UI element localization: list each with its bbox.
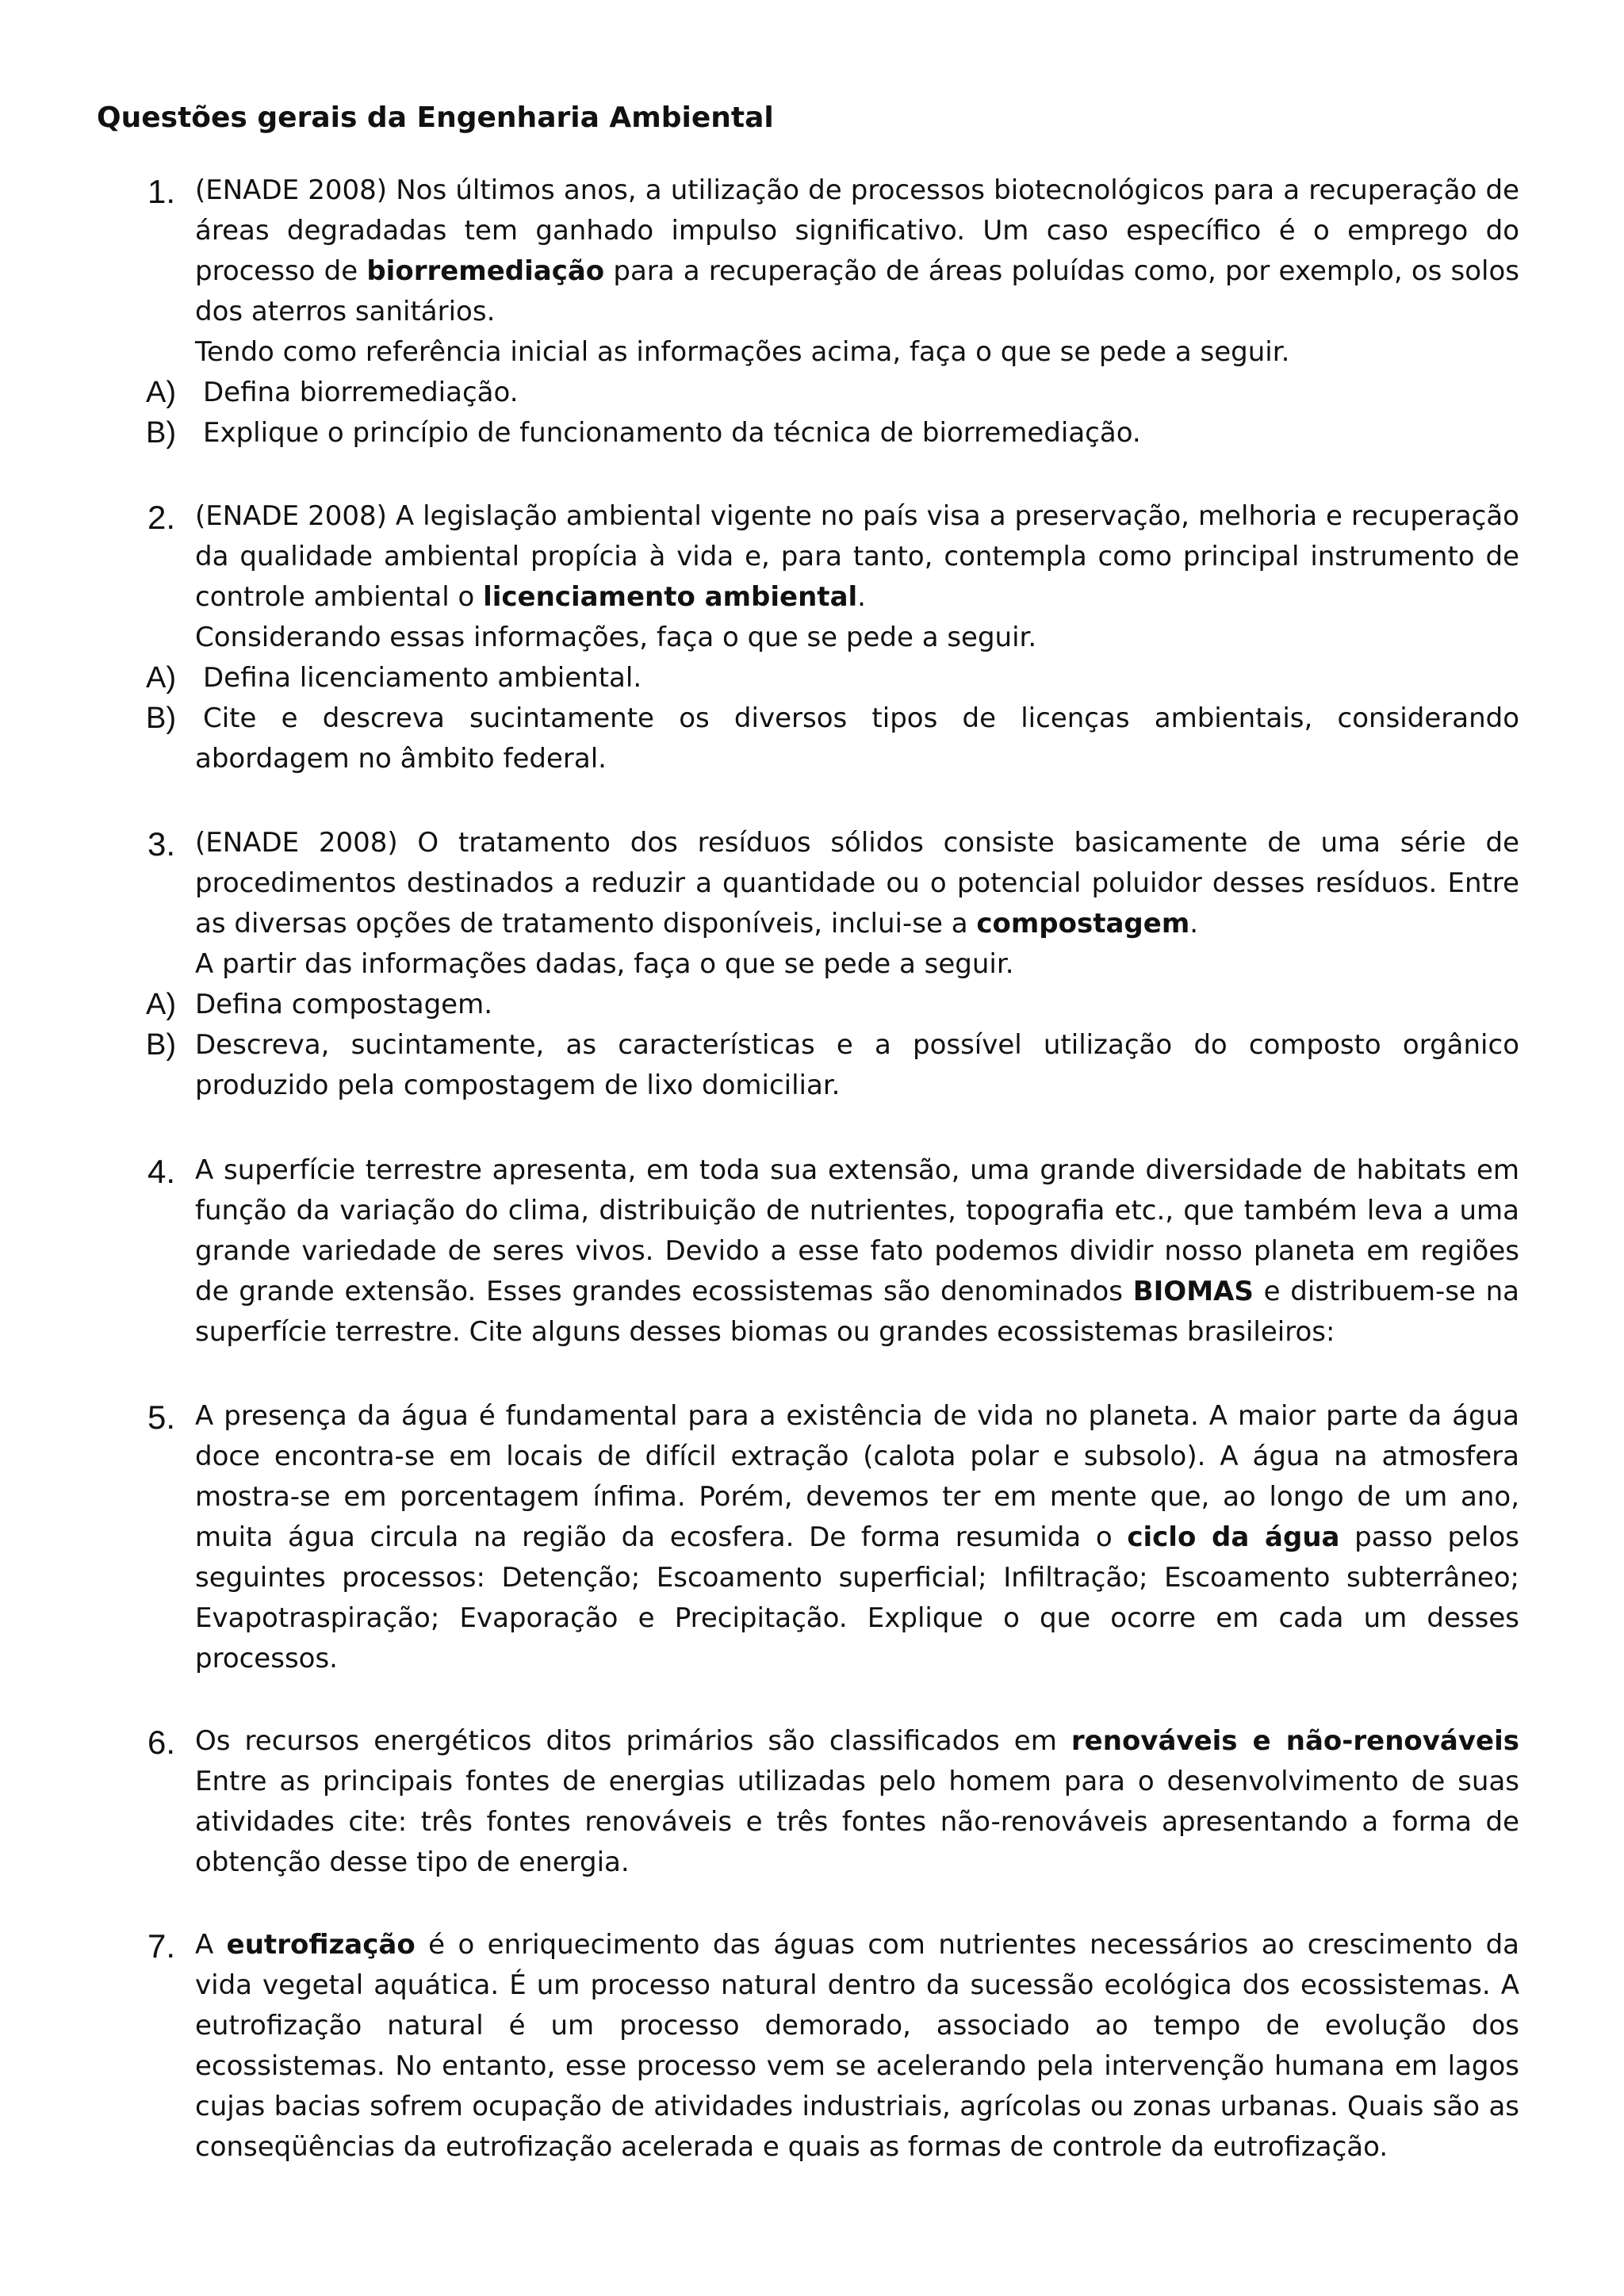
question-3-intro: A partir das informações dadas, faça o que se pede a seguir. bbox=[195, 948, 1014, 980]
question-3-item-b: Descreva, sucintamente, as características e a possível utilização do composto orgânico produzido pela compostagem de lixo domiciliar. bbox=[195, 1029, 1519, 1101]
question-1-item-a-letter: A) bbox=[146, 376, 176, 409]
question-3-item-b-letter: B) bbox=[146, 1028, 176, 1062]
question-3-number: 3. bbox=[147, 825, 176, 863]
question-3-item-a: Defina compostagem. bbox=[195, 989, 493, 1020]
question-2-text: (ENADE 2008) A legislação ambiental vigente no país visa a preservação, melhoria e recuperação da qualidade ambiental propícia à vida e, para tanto, contempla como principal instrumento de controle ambiental o licenciamento ambiental. bbox=[195, 500, 1519, 613]
question-2-item-b-letter: B) bbox=[146, 702, 176, 735]
question-5-number: 5. bbox=[147, 1399, 176, 1436]
question-2-intro: Considerando essas informações, faça o que se pede a seguir. bbox=[195, 622, 1037, 653]
question-2-item-a: Defina licenciamento ambiental. bbox=[203, 662, 642, 694]
question-1-item-a: Defina biorremediação. bbox=[203, 377, 519, 408]
question-3-text: (ENADE 2008) O tratamento dos resíduos sólidos consiste basicamente de uma série de procedimentos destinados a reduzir a quantidade ou o potencial poluidor desses resíduos. Entre as diversas opções de tratamento disponíveis, inclui-se a compostagem. bbox=[195, 827, 1519, 939]
question-2-number: 2. bbox=[147, 499, 176, 536]
question-4-text: A superfície terrestre apresenta, em toda sua extensão, uma grande diversidade de habitats em função da variação do clima, distribuição de nutrientes, topografia etc., que também leva a uma grande variedade de seres vivos. Devido a esse fato podemos dividir nosso planeta em regiões de grande extensão. Esses grandes ecossistemas são denominados BIOMAS e distribuem-se na superfície terrestre. Cite alguns desses biomas ou grandes ecossistemas brasileiros: bbox=[195, 1154, 1520, 1348]
question-5-text: A presença da água é fundamental para a existência de vida no planeta. A maior parte da água doce encontra-se em locais de difícil extração (calota polar e subsolo). A água na atmosfera mostra-se em porcentagem ínfima. Porém, devemos ter em mente que, ao longo de um ano, muita água circula na região da ecosfera. De forma resumida o ciclo da água passo pelos seguintes processos: Detenção; Escoamento superficial; Infiltração; Escoamento subterrâneo; Evapotraspiração; Evaporação e Precipitação. Explique o que ocorre em cada um desses processos. bbox=[195, 1400, 1519, 1674]
question-1-text: (ENADE 2008) Nos últimos anos, a utilização de processos biotecnológicos para a recuperação de áreas degradadas tem ganhado impulso significativo. Um caso específico é o emprego do processo de biorremediação para a recuperação de áreas poluídas como, por exemplo, os solos dos aterros sanitários. bbox=[195, 174, 1520, 327]
question-6-number: 6. bbox=[147, 1724, 176, 1761]
question-1-item-b: Explique o princípio de funcionamento da técnica de biorremediação. bbox=[203, 417, 1141, 449]
question-2-item-a-letter: A) bbox=[146, 661, 176, 695]
question-4-number: 4. bbox=[147, 1153, 176, 1190]
question-1-item-b-letter: B) bbox=[146, 416, 176, 450]
question-1-intro: Tendo como referência inicial as informações acima, faça o que se pede a seguir. bbox=[195, 336, 1290, 368]
question-2-item-b: Cite e descreva sucintamente os diversos tipos de licenças ambientais, considerando abordagem no âmbito federal. bbox=[195, 702, 1519, 775]
question-7-text: A eutrofização é o enriquecimento das águas com nutrientes necessários ao crescimento da vida vegetal aquática. É um processo natural dentro da sucessão ecológica dos ecossistemas. A eutrofização natural é um processo demorado, associado ao tempo de evolução dos ecossistemas. No entanto, esse processo vem se acelerando pela intervenção humana em lagos cujas bacias sofrem ocupação de atividades industriais, agrícolas ou zonas urbanas. Quais são as conseqüências da eutrofização acelerada e quais as formas de controle da eutrofização. bbox=[195, 1929, 1519, 2163]
page-title: Questões gerais da Engenharia Ambiental bbox=[97, 101, 774, 134]
question-7-number: 7. bbox=[147, 1927, 176, 1965]
question-1-number: 1. bbox=[147, 173, 176, 210]
question-6-text: Os recursos energéticos ditos primários são classificados em renováveis e não-renováveis Entre as principais fontes de energias utilizadas pelo homem para o desenvolvimento de suas atividades cite: três fontes renováveis e três fontes não-renováveis apresentando a forma de obtenção desse tipo de energia. bbox=[195, 1725, 1519, 1878]
question-3-item-a-letter: A) bbox=[146, 988, 176, 1021]
